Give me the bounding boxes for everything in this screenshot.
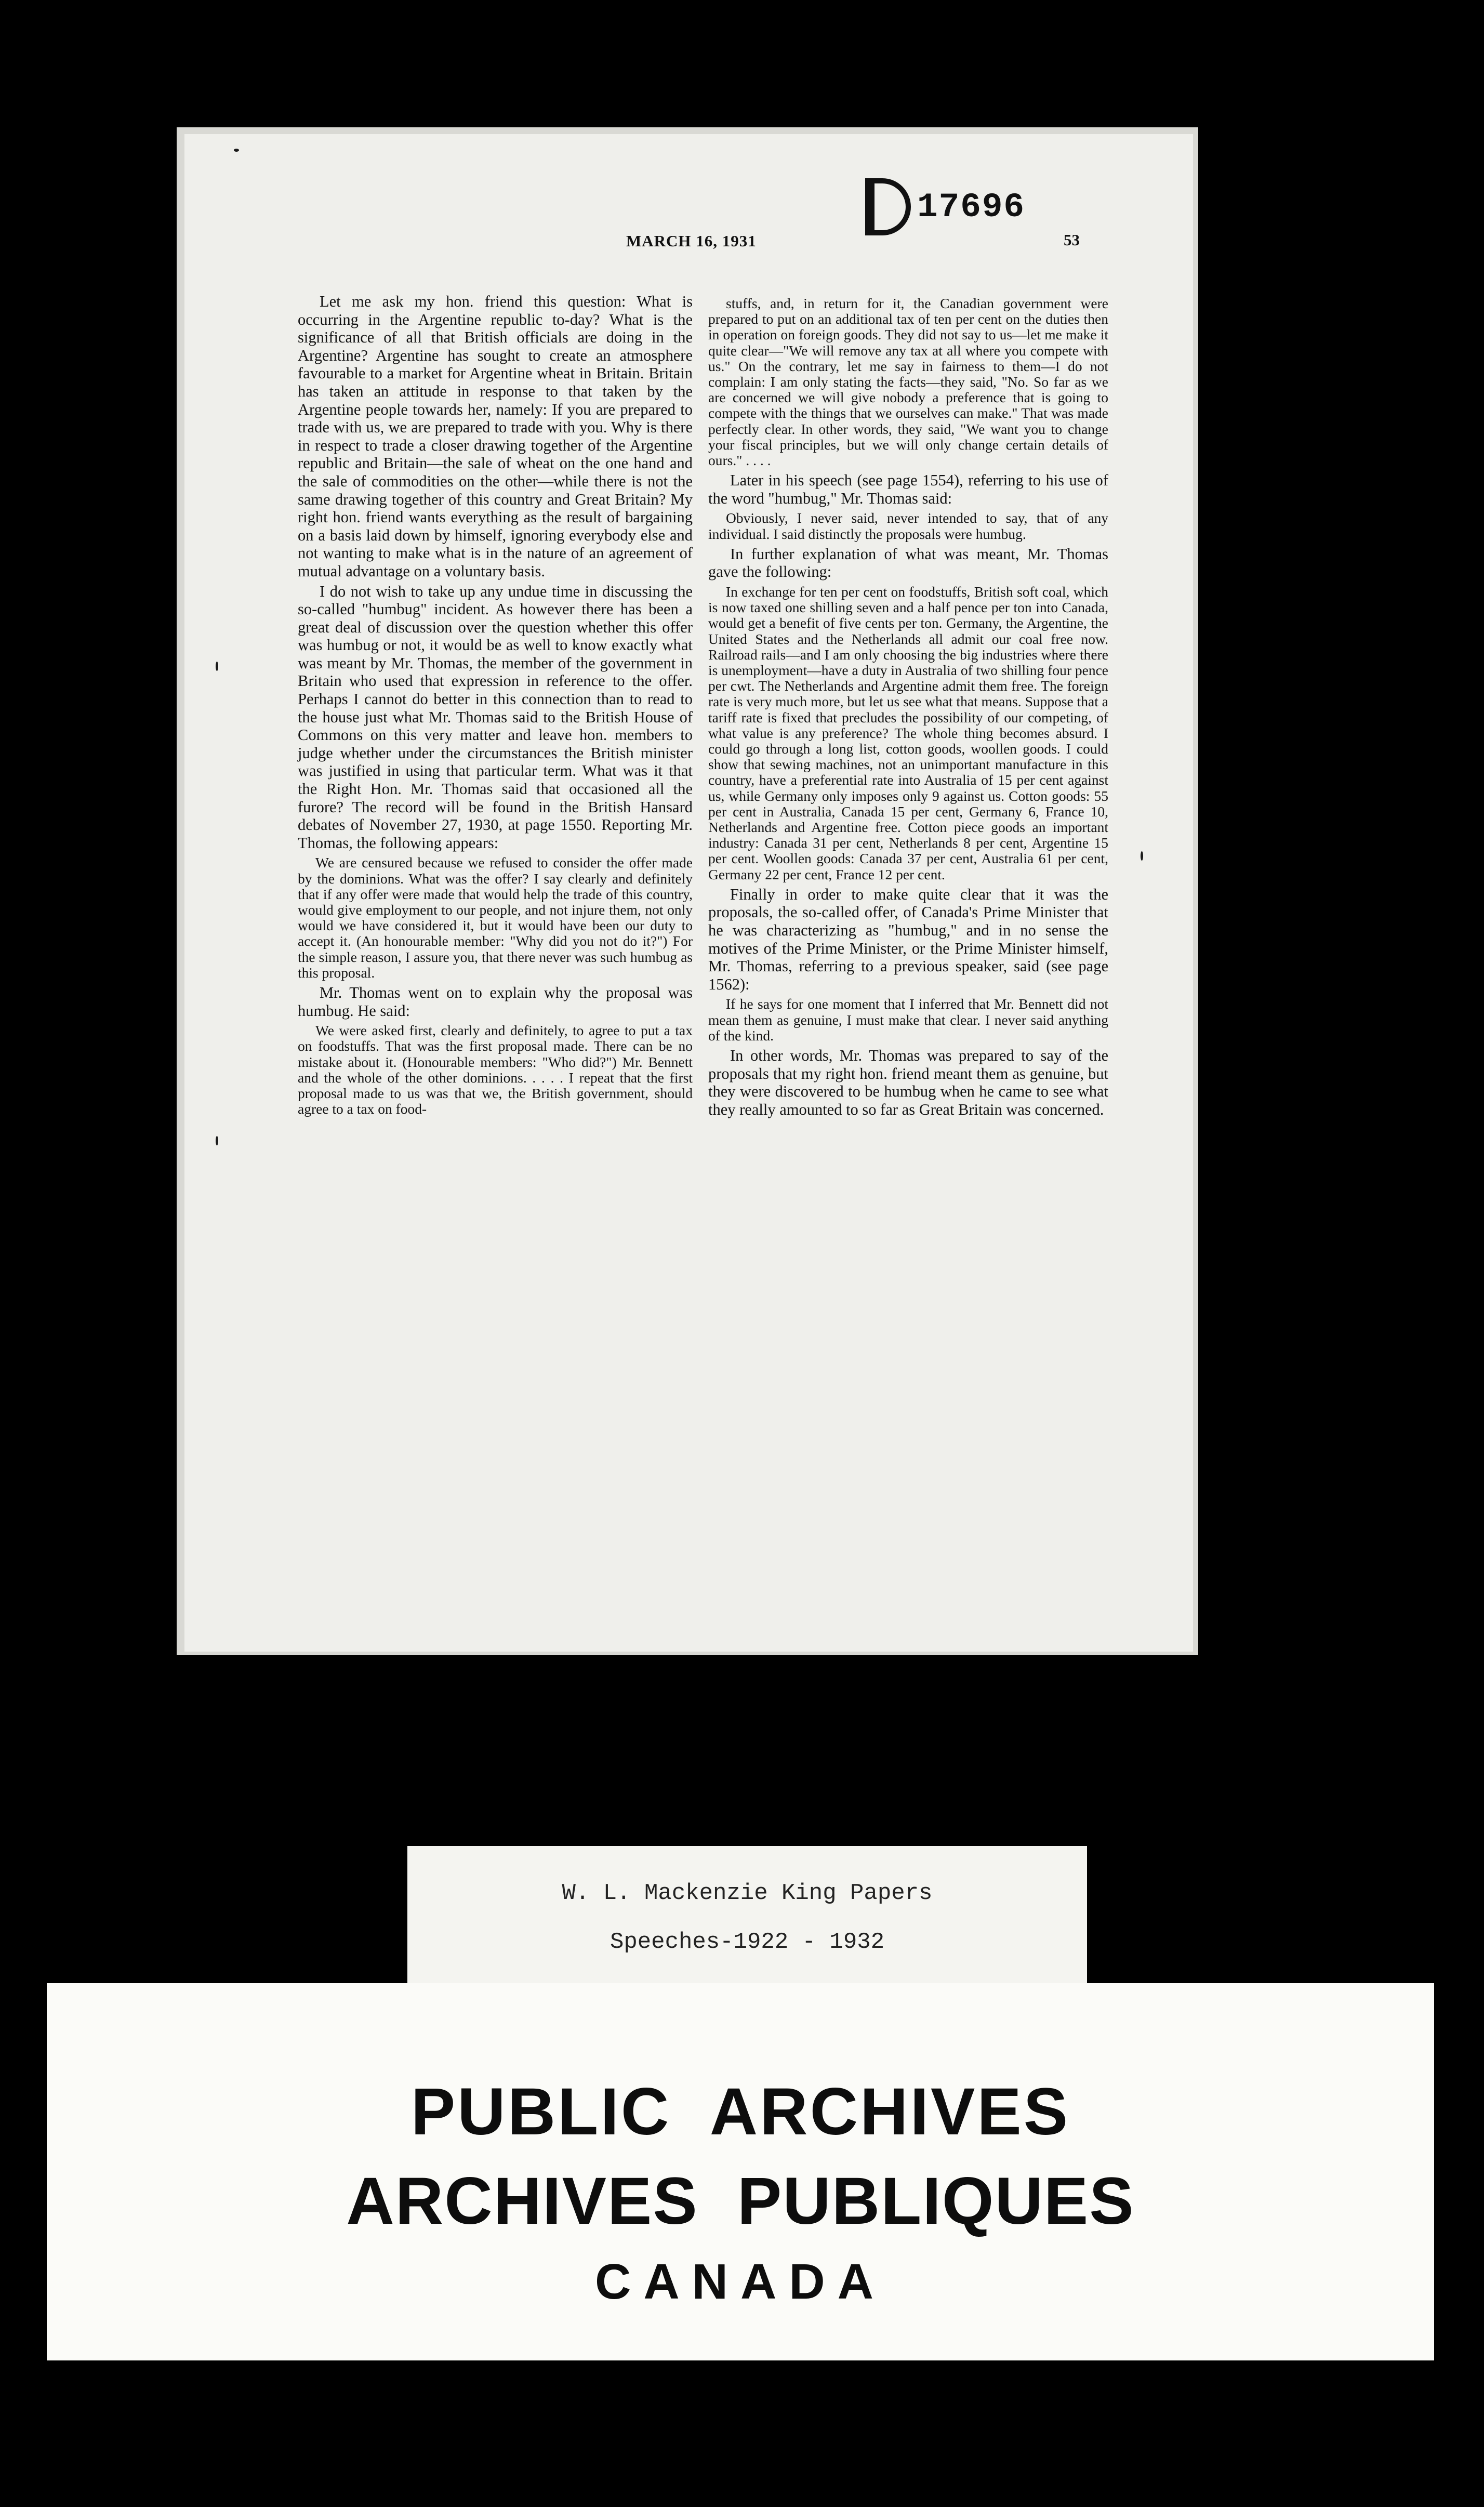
block-quote [708, 510, 1108, 542]
paragraph: In further explanation of what was meant, Mr. Thomas gave the following: [708, 545, 1108, 581]
quote-text: In exchange for ten per cent on foodstuffs, British soft coal, which is now taxed one shilling seven and a half pence per ton into Canada, would get a benefit of five cents per ton. Germany, the Argentine, the United States and the Netherlands all admit our coal free now. Railroad rails—and I am only choosing the big industries where there is unemployment—have a duty in Australia of two shilling four pence per cwt. The Netherlands and Argentine admit them free. The foreign rate is very much more, but let us see what that means. Suppose that a tariff rate is fixed that precludes the possibility of our competing, of what value is any preference? The whole thing becomes absurd. I could go through a long list, cotton goods, woollen goods. I could show that sewing machines, not an unimportant manufacture in this country, have a preferential rate into Australia of 15 per cent against us, while Germany only imposes only 9 against us. Cotton goods: 55 per cent in Australia, Canada 15 per cent, Germany 6, France 10, Netherlands and Argentine free. Cotton piece goods an important industry: Canada 31 per cent, Netherlands 8 per cent, Argentine 15 per cent. Woollen goods: Canada 37 per cent, Australia 61 per cent, Germany 22 per cent, France 12 per cent. [708, 584, 1108, 882]
paragraph: Let me ask my hon. friend this question: What is occurring in the Argentine republic to-day? What is the significance of all that British officials are doing in the Argentine? Argentine has sought to create an atmosphere favourable to a market for Argentine wheat in Britain. Britain has taken an attitude in response to that taken by the Argentine people towards her, namely: If you are prepared to trade with us, we are prepared to trade with you. Why is there in respect to trade a closer drawing together of the Argentine republic and Britain—the sale of wheat on the one hand and the sale of commodities on the other—while there is not the same drawing together of this country and Great Britain? My right hon. friend wants everything as the result of bargaining on a basis laid down by himself, ignoring everybody else and not wanting to make what is in the nature of an agreement of mutual advantage on a voluntary basis. [298, 293, 693, 580]
margin-mark [216, 662, 218, 671]
document-number-stamp [865, 178, 1025, 235]
page-date: MARCH 16, 1931 [626, 232, 757, 250]
paragraph: Mr. Thomas went on to explain why the proposal was humbug. He said: [298, 984, 693, 1020]
block-quote [298, 1023, 693, 1117]
archive-english: PUBLIC ARCHIVES [410, 2075, 1070, 2149]
quote-text: If he says for one moment that I inferred that Mr. Bennett did not mean them as genuine, I must make that clear. I never said anything of the kind. [708, 996, 1108, 1044]
paragraph: In other words, Mr. Thomas was prepared to say of the proposals that my right hon. friend meant them as genuine, but they were discovered to be humbug when he came to see what they really amounted to so far as Great Britain was concerned. [708, 1047, 1108, 1118]
paragraph: I do not wish to take up any undue time in discussing the so-called "humbug" incident. As however there has been a great deal of discussion over the question whether this offer was humbug or not, it would be as well to know exactly what was meant by Mr. Thomas, the member of the government in Britain who used that expression in reference to the offer. Perhaps I cannot do better in this connection than to read to the house just what Mr. Thomas said to the British House of Commons on this very matter and leave hon. members to judge whether under the circumstances the British minister was justified in using that particular term. What was it that the Right Hon. Mr. Thomas said that occasioned all the furore? The record will be found in the British Hansard debates of November 27, 1930, at page 1550. Reporting Mr. Thomas, the following appears: [298, 582, 693, 852]
quote-text: We were asked first, clearly and definitely, to agree to put a tax on foodstuffs. That was the first proposal made. There can be no mistake about it. (Honourable members: "Who did?") Mr. Bennett and the whole of the other dominions. . . . . I repeat that the first proposal made to us was that we, the British government, should agree to a tax on food- [298, 1022, 693, 1117]
paragraph: Later in his speech (see page 1554), referring to his use of the word "humbug," Mr. Thomas said: [708, 471, 1108, 507]
margin-speck [234, 149, 239, 152]
quote-text: Obviously, I never said, never intended to say, that of any individual. I said distinctly the proposals were humbug. [708, 510, 1108, 542]
margin-mark [216, 1136, 218, 1145]
block-quote [708, 296, 1108, 468]
page-number: 53 [1064, 231, 1080, 249]
quote-text: We are censured because we refused to consider the offer made by the dominions. What was the offer? I say clearly and definitely that if any offer were made that would help the trade of this country, would give employment to our people, and not injure them, not only would we have considered it, but it would have been our duty to accept it. (An honourable member: "Why did you not do it?") For the simple reason, I assure you, that there never was such humbug as this proposal. [298, 854, 693, 981]
collection-series: Speeches-1922 - 1932 [610, 1929, 885, 1955]
archive-french: ARCHIVES PUBLIQUES [346, 2164, 1135, 2238]
block-quote [298, 855, 693, 981]
collection-title: W. L. Mackenzie King Papers [562, 1880, 933, 1906]
block-quote [708, 996, 1108, 1044]
quote-text: stuffs, and, in return for it, the Canadian government were prepared to put on an additional tax of ten per cent on the duties then in operation on foreign goods. They did not say to us—let me make it quite clear—"We will remove any tax at all where you compete with us." On the contrary, let me say in fairness to them—I do not complain: I am only stating the facts—they said, "No. So far as we are concerned we will give nobody a preference that is going to compete with the things that we ourselves can make." That was made perfectly clear. In other words, they said, "We want you to change your fiscal principles, but we will only change certain details of ours." . . . . [708, 295, 1108, 469]
left-text-column [298, 293, 693, 1120]
archive-banner [47, 1983, 1434, 2360]
document-number: 17696 [917, 187, 1026, 227]
block-quote [708, 584, 1108, 882]
margin-mark [1141, 851, 1143, 861]
stamp-letter-d [865, 178, 911, 235]
right-text-column [708, 293, 1108, 1118]
paragraph: Finally in order to make quite clear that it was the proposals, the so-called offer, of Canada's Prime Minister that he was characterizing as "humbug," and in no sense the motives of the Prime Minister, or the Prime Minister himself, Mr. Thomas, referring to a previous speaker, said (see page 1562): [708, 885, 1108, 993]
archive-country: CANADA [595, 2254, 886, 2310]
document-page [184, 134, 1193, 1652]
